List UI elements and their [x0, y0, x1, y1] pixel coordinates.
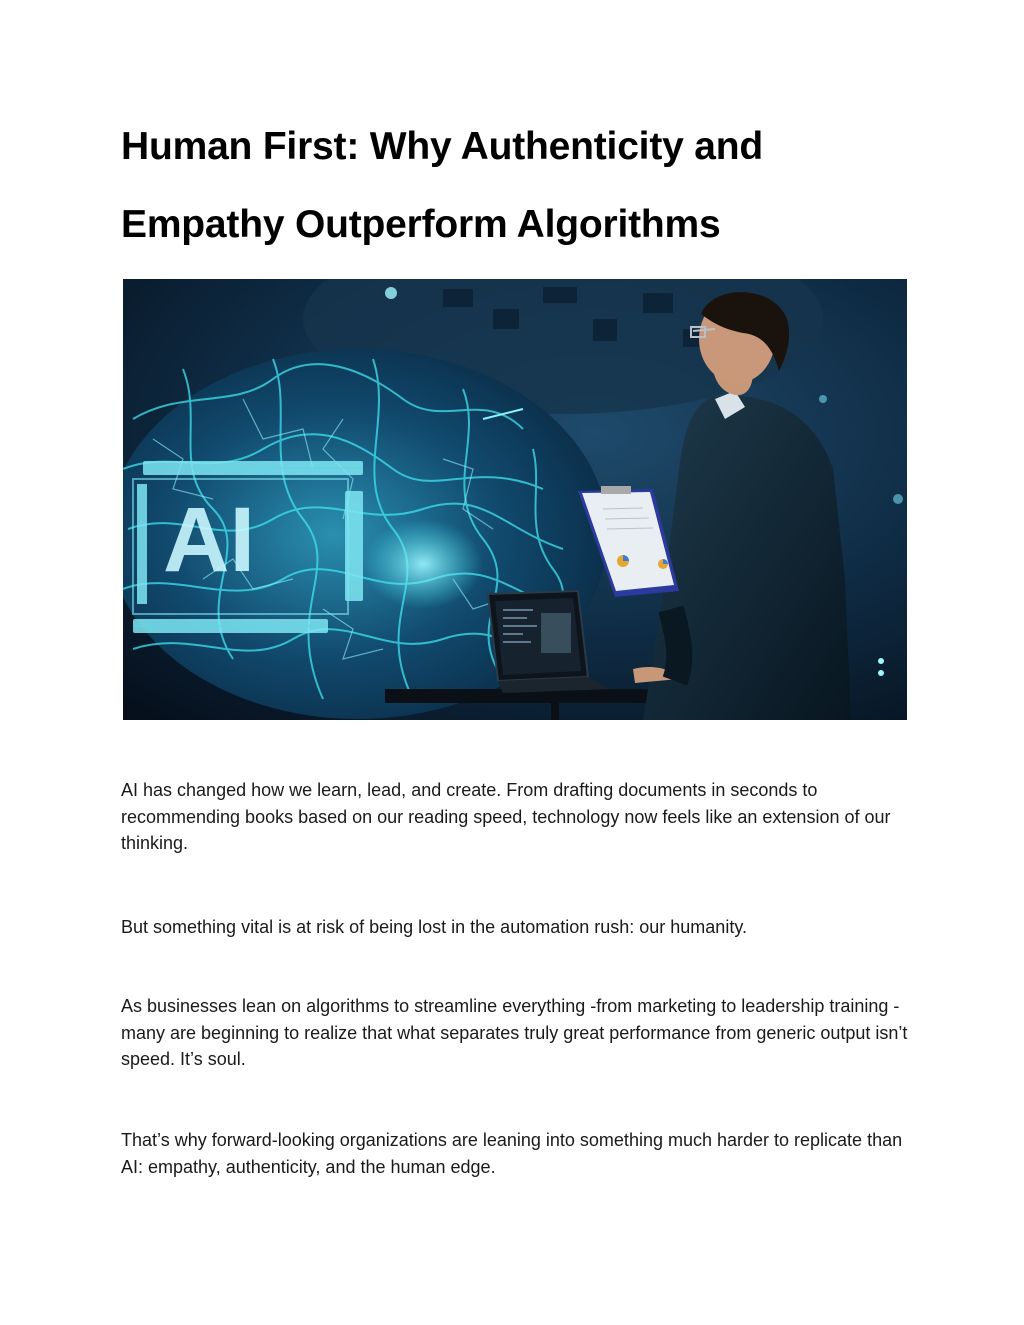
paragraph-humanity: But something vital is at risk of being lost in the automation rush: our humanity. [121, 917, 747, 937]
ceiling-light [385, 287, 397, 299]
paragraph-businesses: As businesses lean on algorithms to streamline everything -from marketing to leadership training -many are beginning to realize that what separates truly great performance from generic output isn’t speed. It’s soul. [121, 996, 908, 1069]
article-title-line-1: Human First: Why Authenticity and [121, 125, 763, 168]
article-title-line-2: Empathy Outperform Algorithms [121, 203, 721, 246]
paragraph-intro: AI has changed how we learn, lead, and create. From drafting documents in seconds to recommending books based on our reading speed, technology now feels like an extension of our thinking. [121, 780, 891, 853]
hero-image [123, 279, 907, 720]
article-title [121, 108, 921, 264]
paragraph-organizations: That’s why forward-looking organizations are leaning into something much harder to replicate than AI: empathy, authenticity, and the human edge. [121, 1130, 903, 1177]
ai-label: AI [163, 489, 255, 591]
